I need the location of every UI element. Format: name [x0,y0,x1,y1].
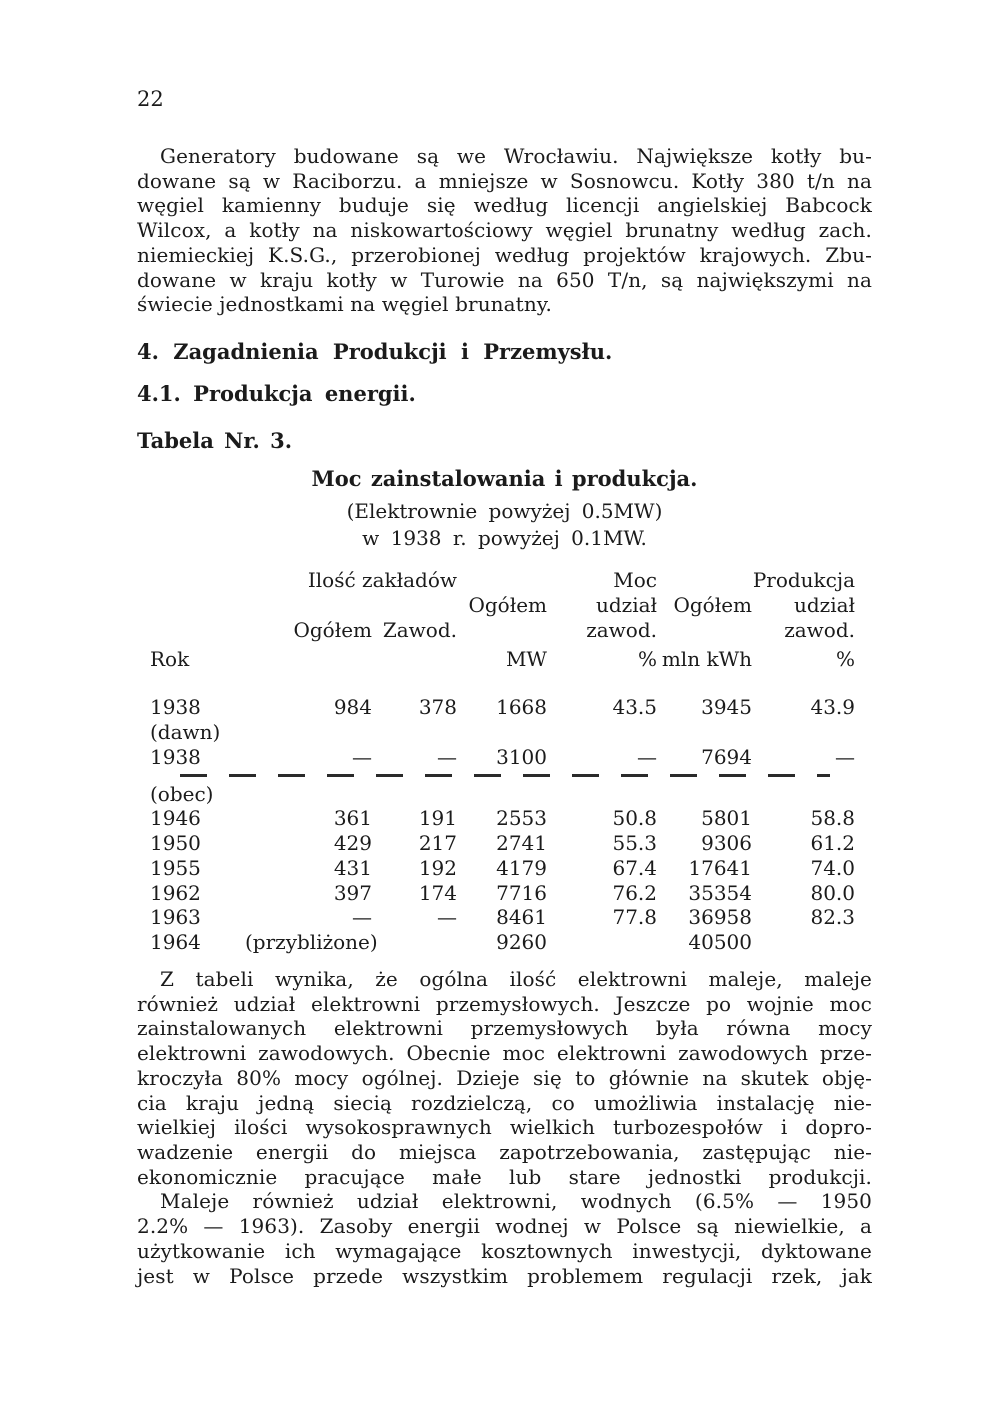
year-cell: 1946 [150,806,201,831]
unit-mln-kwh: mln kWh [661,647,752,672]
unit-produkcja-percent: % [835,647,855,672]
ilosc-ogolem-cell: 431 [333,855,372,880]
moc-udzial-cell: 55.3 [612,831,657,856]
dashed-separator [180,774,830,777]
produkcja-cell: 7694 [701,744,752,769]
produkcja-cell: 36958 [688,905,752,930]
year-cell: 1950 [150,831,201,856]
table-row-1946 [150,806,855,831]
text-line: Wilcox, a kotły na niskowartościowy węgiel brunatny według zach. [137,218,872,243]
table-separator-row [150,770,855,782]
text-line: elektrowni zawodowych. Obecnie moc elektrowni zawodowych prze- [137,1041,872,1066]
ilosc-ogolem-cell: 429 [333,831,372,856]
year-cell: 1938 [150,695,201,720]
row-label: (obec) [150,781,214,806]
text-line: wadzenie energii do miejsca zapotrzebowania, zastępując nie- [137,1140,872,1164]
table-subtitle-1: (Elektrownie powyżej 0.5MW) [346,498,663,523]
moc-udzial-cell: 43.5 [612,695,657,720]
table-row-1938-dawn [150,672,855,720]
column-header-moc-ogolem: Ogółem [468,592,547,617]
text-line: również udział elektrowni przemysłowych. Jeszcze po wojnie moc [137,991,872,1016]
produkcja-cell: 40500 [688,930,752,955]
ilosc-zawod-cell: — [437,905,457,930]
text-line: niemieckiej K.S.G., przerobionej według projektów krajowych. Zbu- [137,242,872,267]
paragraph-table-analysis [137,967,872,1189]
year-cell: 1955 [150,855,201,880]
text-line: Generatory budowane są we Wrocławiu. Największe kotły bu- [160,144,872,168]
ilosc-zawod-cell: 217 [418,831,457,856]
text-line: świecie jednostkami na węgiel brunatny. [137,292,553,317]
produkcja-udzial-cell: 82.3 [810,905,855,930]
column-header-ilosc-zawod: Zawod. [382,617,457,642]
ilosc-ogolem-cell: 361 [333,806,372,831]
column-header-produkcja-zawod: zawod. [784,617,855,642]
paragraph-generators [137,144,872,317]
table-row-1950 [150,831,855,856]
text-line: węgiel kamienny buduje się według licencji angielskiej Babcock [137,193,872,218]
produkcja-cell: 3945 [701,695,752,720]
ilosc-zawod-cell: 174 [418,880,457,905]
column-header-produkcja-udzial: udział [793,592,855,617]
moc-udzial-cell: 76.2 [612,880,657,905]
produkcja-udzial-cell: 61.2 [810,831,855,856]
text-line: jest w Polsce przede wszystkim problemem regulacji rzek, jak [137,1263,872,1288]
produkcja-cell: 35354 [688,880,752,905]
moc-mw-cell: 8461 [496,905,547,930]
paragraph-hydro-power [137,1189,872,1288]
text-line: ekonomicznie pracujące małe lub stare jednostki produkcji. [137,1164,872,1189]
text-line: Z tabeli wynika, że ogólna ilość elektrowni maleje, maleje [160,967,872,992]
table-label: Tabela Nr. 3. [137,427,293,453]
ilosc-zawod-cell: 378 [418,695,457,720]
section-heading: 4. Zagadnienia Produkcji i Przemysłu. [137,338,613,364]
column-header-moc-zawod: zawod. [586,617,657,642]
produkcja-udzial-cell: — [835,744,855,769]
table-row-1938-revised [150,745,855,770]
ilosc-ogolem-cell: 984 [333,695,372,720]
text-line: Maleje również udział elektrowni, wodnych (6.5% — 1950 [160,1189,872,1214]
header-sub-row-2 [150,618,855,643]
table-row-1955 [150,856,855,881]
produkcja-cell: 9306 [701,831,752,856]
column-header-ilosc-ogolem: Ogółem [293,617,372,642]
table-row-1962 [150,881,855,906]
column-header-produkcja-ogolem: Ogółem [673,592,752,617]
ilosc-ogolem-cell: — [352,744,372,769]
text-line: dowane w kraju kotły w Turowie na 650 T/n, są największymi na [137,267,872,292]
moc-udzial-cell: 77.8 [612,905,657,930]
year-cell: 1962 [150,880,201,905]
text-line: zainstalowanych elektrowni przemysłowych była równa mocy [137,1016,872,1041]
text-line: kroczyła 80% mocy ogólnej. Dzieje się to głównie na skutek obję- [137,1065,872,1090]
column-group-produkcja: Produkcja [752,567,855,592]
estimate-note: (przybliżone) [245,930,378,955]
year-cell: 1964 [150,930,201,955]
estimate-note-cell [245,930,457,955]
moc-mw-cell: 2741 [496,831,547,856]
page-number: 22 [137,87,164,111]
table-row-1964-estimate [150,930,855,955]
text-line: użytkowanie ich wymagające kosztownych inwestycji, dyktowane [137,1238,872,1263]
table-row-1963 [150,905,855,930]
year-cell: 1963 [150,905,201,930]
header-sub-row-1 [150,593,855,618]
moc-mw-cell: 1668 [496,695,547,720]
text-line: wielkiej ilości wysokosprawnych wielkich turbozespołów i dopro- [137,1115,872,1140]
text-line: dowane są w Raciborzu. a mniejsze w Sosnowcu. Kotły 380 t/n na [137,168,872,193]
moc-mw-cell: 7716 [496,880,547,905]
moc-udzial-cell: 50.8 [612,806,657,831]
produkcja-cell: 5801 [701,806,752,831]
produkcja-cell: 17641 [688,855,752,880]
column-group-moc: Moc [613,567,657,592]
row-label: (dawn) [150,719,221,744]
text-line: 2.2% — 1963). Zasoby energii wodnej w Polsce są niewielkie, a [137,1214,872,1239]
unit-moc-percent: % [637,647,657,672]
header-group-row [150,568,855,593]
ilosc-zawod-cell: 191 [418,806,457,831]
column-header-rok: Rok [150,647,190,672]
table-row-label-obec [150,782,855,807]
ilosc-zawod-cell: 192 [418,855,457,880]
table-row-label-dawn [150,720,855,745]
header-units-row [150,642,855,672]
ilosc-ogolem-cell: — [352,905,372,930]
produkcja-udzial-cell: 74.0 [810,855,855,880]
column-header-moc-udzial: udział [595,592,657,617]
year-cell: 1938 [150,744,201,769]
table-title: Moc zainstalowania i produkcja. [311,465,698,491]
moc-mw-cell: 2553 [496,806,547,831]
moc-udzial-cell: 67.4 [612,855,657,880]
moc-mw-cell: 4179 [496,855,547,880]
unit-mw: MW [505,647,547,672]
produkcja-udzial-cell: 80.0 [810,880,855,905]
subsection-heading: 4.1. Produkcja energii. [137,380,416,406]
ilosc-zawod-cell: — [437,744,457,769]
moc-mw-cell: 3100 [496,744,547,769]
power-production-table [150,568,855,955]
column-group-ilosc-zakladow: Ilość zakładów [307,567,457,592]
produkcja-udzial-cell: 43.9 [810,695,855,720]
table-subtitle-2: w 1938 r. powyżej 0.1MW. [362,525,647,550]
produkcja-udzial-cell: 58.8 [810,806,855,831]
ilosc-ogolem-cell: 397 [333,880,372,905]
moc-mw-cell: 9260 [496,930,547,955]
text-line: cia kraju jedną siecią rozdzielczą, co umożliwia instalację nie- [137,1090,872,1115]
moc-udzial-cell: — [637,744,657,769]
